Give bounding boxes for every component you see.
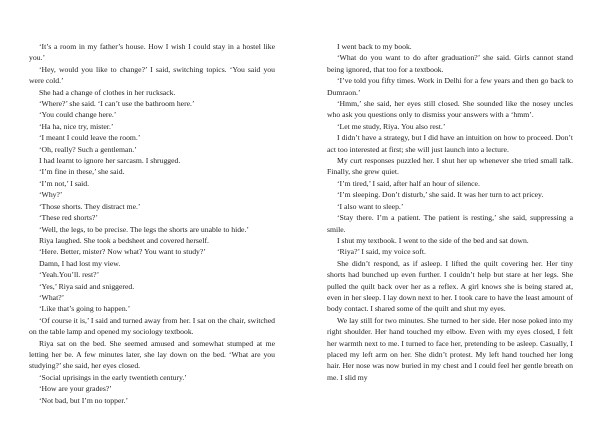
paragraph: ‘Yes,’ Riya said and sniggered. (39, 281, 135, 291)
paragraph: ‘Not bad, but I’m no topper.’ (39, 395, 129, 405)
left-page (29, 41, 275, 406)
paragraph: ‘Hmm,’ she said, her eyes still closed. She sounded like the nosey uncles who ask you questions only to dismiss your answers with a ‘hmm’. (327, 99, 573, 120)
paragraph: I shut my textbook. I went to the side of the bed and sat down. (337, 235, 529, 245)
paragraph: ‘I’ve told you fifty times. Work in Delhi for a few years and then go back to Dumraon.’ (327, 76, 573, 97)
paragraph: Riya laughed. She took a bedsheet and covered herself. (39, 235, 209, 245)
paragraph: ‘I’m sleeping. Don’t disturb,’ she said. It was her turn to act pricey. (337, 190, 544, 200)
paragraph: ‘I’m fine in these,’ she said. (39, 167, 125, 177)
paragraph: She had a change of clothes in her rucksack. (39, 87, 176, 97)
paragraph: ‘Oh, really? Such a gentleman.’ (39, 144, 137, 154)
paragraph: ‘Why?’ (39, 190, 63, 200)
paragraph: ‘Where?’ she said. ‘I can’t use the bathroom here.’ (39, 99, 195, 109)
paragraph: ‘These red shorts?’ (39, 213, 98, 223)
paragraph: I had learnt to ignore her sarcasm. I shrugged. (39, 156, 181, 166)
right-page (327, 41, 573, 383)
paragraph: ‘Well, the legs, to be precise. The legs the shorts are unable to hide.’ (39, 224, 249, 234)
paragraph: ‘Stay there. I’m a patient. The patient is resting,’ she said, suppressing a smile. (327, 213, 573, 234)
paragraph: ‘Let me study, Riya. You also rest.’ (337, 121, 446, 131)
paragraph: She didn’t respond, as if asleep. I lifted the quilt covering her. Her tiny shorts had bunched up even further. I couldn’t help but stare at her legs. She pulled the quilt back over her as a reflex. A girl knows she is being stared at, even in her sleep. I lay down next to her. I took care to have the least amount of body contact. I shared some of the quilt and shut my eyes. (327, 258, 573, 314)
paragraph: ‘Here. Better, mister? Now what? You want to study?’ (39, 247, 206, 257)
paragraph: ‘Social uprisings in the early twentieth century.’ (39, 372, 187, 382)
paragraph: We lay still for two minutes. She turned to her side. Her nose poked into my right shoulder. Her hand touched my elbow. Even with my eyes closed, I felt her warmth next to me. I turned to face her, pretending to be asleep. Casually, I placed my left arm on her. She didn’t protest. My left hand touched her long hair. Her nose was now buried in my chest and I could feel her gentle breath on me. I slid my (327, 315, 573, 382)
paragraph: ‘You could change here.’ (39, 110, 117, 120)
paragraph: ‘It’s a room in my father’s house. How I wish I could stay in a hostel like you.’ (29, 42, 275, 63)
paragraph: Riya sat on the bed. She seemed amused and somewhat stumped at me letting her be. A few minutes later, she lay down on the bed. ‘What are you studying?’ she said, her eyes closed. (29, 338, 275, 371)
paragraph: I didn’t have a strategy, but I did have an intuition on how to proceed. Don’t act too interested at first; she will just launch into a lecture. (327, 133, 573, 154)
paragraph: ‘I’m tired,’ I said, after half an hour of silence. (337, 178, 480, 188)
paragraph: ‘Like that’s going to happen.’ (39, 304, 131, 314)
paragraph: ‘Yeah.You’ll. rest?’ (39, 270, 100, 280)
paragraph: ‘Hey, would you like to change?’ I said, switching topics. ‘You said you were cold.’ (29, 64, 275, 86)
paragraph: ‘Riya?’ I said, my voice soft. (337, 247, 426, 257)
paragraph: ‘I also want to sleep.’ (337, 201, 404, 211)
paragraph: I went back to my book. (337, 42, 412, 51)
paragraph: ‘I meant I could leave the room.’ (39, 133, 141, 143)
paragraph: Damn, I had lost my view. (39, 258, 121, 268)
paragraph: ‘What?’ (39, 292, 65, 302)
paragraph: ‘I’m not,’ I said. (39, 178, 90, 188)
paragraph: ‘Those shorts. They distract me.’ (39, 201, 141, 211)
paragraph: ‘What do you want to do after graduation?’ she said. Girls cannot stand being ignored, that too for a textbook. (327, 53, 573, 74)
paragraph: ‘Of course it is,’ I said and turned away from her. I sat on the chair, switched on the table lamp and opened my sociology textbook. (29, 315, 275, 337)
paragraph: My curt responses puzzled her. I shut her up whenever she tried small talk. Finally, she grew quiet. (327, 156, 573, 177)
paragraph: ‘Ha ha, nice try, mister.’ (39, 121, 114, 131)
paragraph: ‘How are your grades?’ (39, 384, 112, 394)
